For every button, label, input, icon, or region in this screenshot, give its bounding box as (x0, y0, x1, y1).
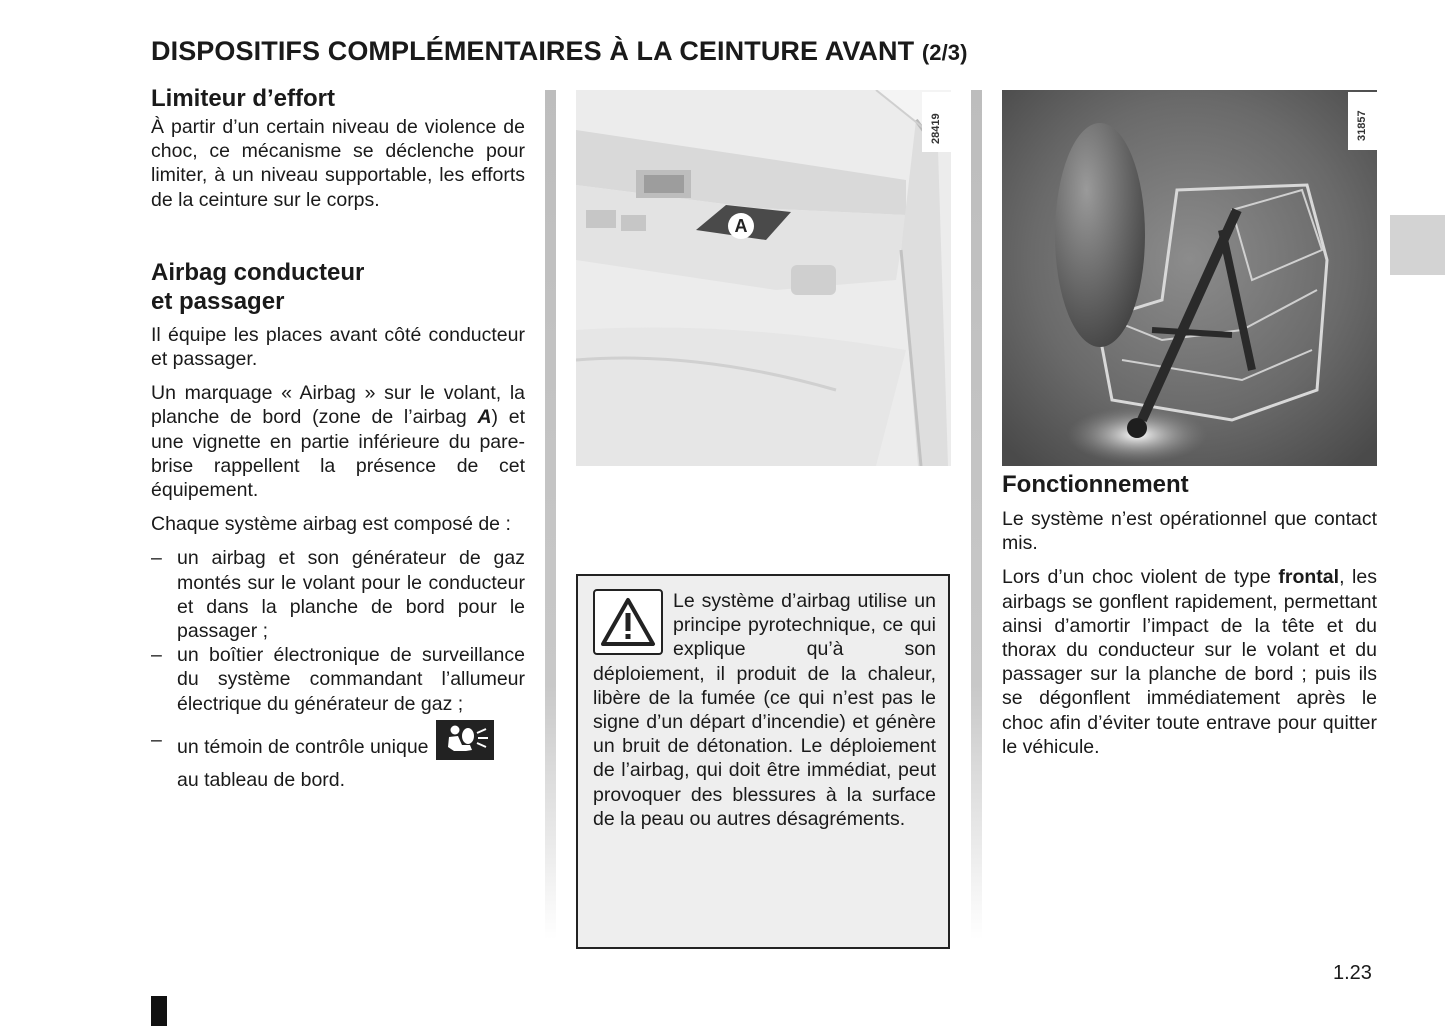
fonctionnement-para-1: Le système n’est opérationnel que contact mis. (1002, 508, 1377, 555)
warning-box (576, 574, 950, 949)
limiteur-text: À partir d’un certain niveau de violence de choc, ce mécanisme se déclenche pour limiter, à un niveau supportable, les efforts de la ceinture sur le corps. (151, 116, 525, 211)
fonctionnement-para-2: Lors d’un choc violent de type frontal, les airbags se gonflent rapidement, permettant ainsi d’amortir l’impact de la tête et du thorax du conducteur sur le volant et du passager sur la planche de bord ; puis ils se dégonflent immédiatement après le choc afin d’éviter toute entrave pour quitter le véhicule. (1002, 566, 1377, 758)
right-column (1002, 470, 1377, 769)
airbag-para-3: Chaque système airbag est composé de : (151, 513, 511, 536)
figure-ref-number: 31857 (1356, 110, 1368, 141)
dashboard-illustration (576, 90, 951, 466)
section-heading-limiteur: Limiteur d’effort (151, 85, 335, 112)
list-item: – un témoin de contrôle unique au tableau de bord. (151, 728, 525, 792)
page-edge-mark (151, 996, 167, 1026)
dashboard-figure (576, 90, 951, 466)
page-title-part: (2/3) (921, 40, 968, 65)
chapter-tab (1390, 215, 1445, 275)
page-title: DISPOSITIFS COMPLÉMENTAIRES À LA CEINTURE AVANT (2/3) (151, 36, 968, 66)
figure-ref-number: 28419 (930, 113, 942, 144)
component-list (151, 546, 525, 792)
airbag-para-1: Il équipe les places avant côté conducteur et passager. (151, 323, 525, 371)
airbag-para-2: Un marquage « Airbag » sur le volant, la planche de bord (zone de l’airbag A) et une vignette en partie inférieure du pare-brise rappellent la présence de cet équipement. (151, 382, 525, 502)
section-heading-airbag: Airbag conducteur et passager (151, 258, 365, 315)
callout-a: A (728, 213, 754, 239)
list-item: – un boîtier électronique de surveillance du système commandant l’allumeur électrique du générateur de gaz ; (151, 643, 525, 716)
list-item: – un airbag et son générateur de gaz montés sur le volant pour le conducteur et dans la planche de bord pour le passager ; (151, 546, 525, 643)
column-separator (971, 90, 982, 940)
warning-text: Le système d’airbag utilise un principe pyrotechnique, ce qui explique qu’à son déploiement, il produit de la chaleur, libère de la fumée (ce qui n’est pas le signe d’un départ d’incendie) et génère un bruit de détonation. Le déploiement de l’airbag, qui doit être immédiat, peut provoquer des blessures à la surface de la peau ou autres désagréments. (593, 590, 936, 830)
airbag-figure (1002, 90, 1377, 466)
page-number: 1.23 (1333, 962, 1372, 984)
airbag-illustration (1002, 90, 1377, 466)
airbag-zone-label: A (477, 406, 492, 429)
airbag-warning-lamp-icon (436, 720, 494, 760)
column-separator (545, 90, 556, 940)
section-heading-fonctionnement: Fonctionnement (1002, 471, 1189, 498)
warning-triangle-icon (593, 589, 663, 655)
left-column (151, 84, 525, 792)
